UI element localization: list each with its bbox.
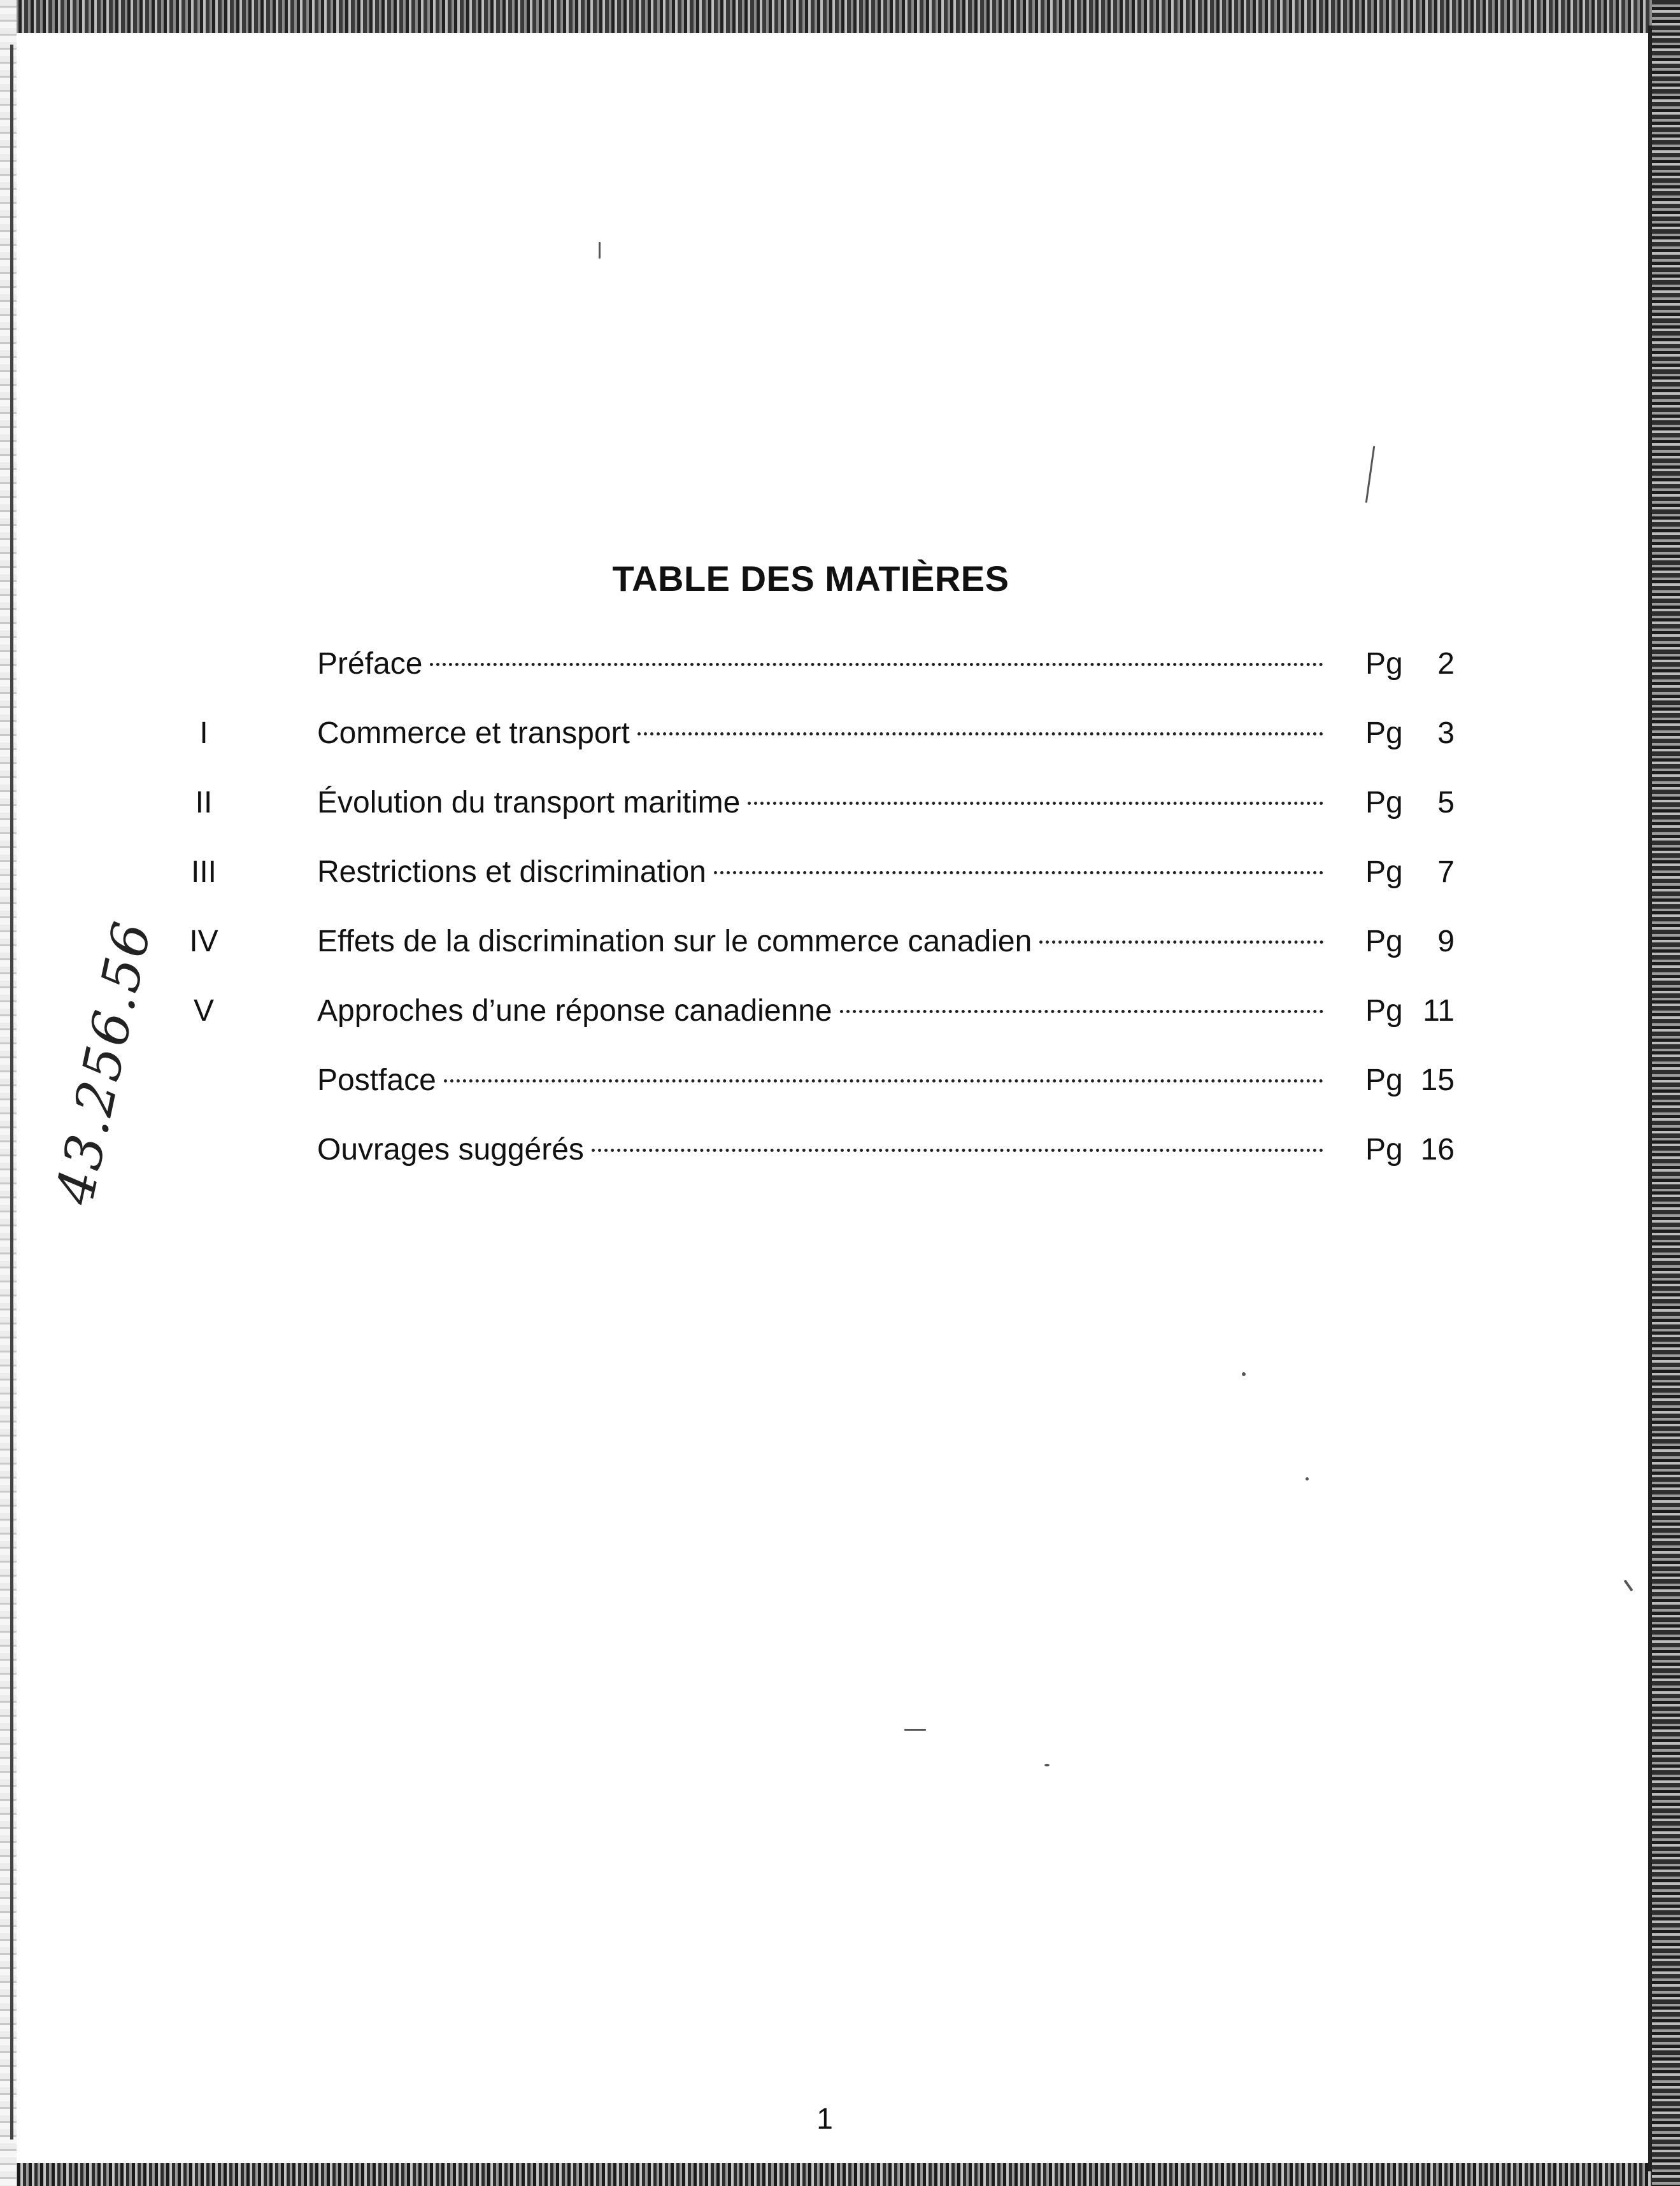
toc-entry-page-number: 2 xyxy=(1437,647,1455,681)
toc-entry-page xyxy=(1365,1058,1455,1103)
toc-entry-label: Approches d’une réponse canadienne xyxy=(317,994,832,1028)
toc-entry-label: Effets de la discrimination sur le commerce canadien xyxy=(317,925,1032,958)
toc-entry-page xyxy=(1365,989,1455,1033)
scan-speck xyxy=(904,1729,926,1731)
scan-speck xyxy=(599,242,601,259)
toc-entry-page-number: 16 xyxy=(1420,1133,1455,1167)
toc-entry-number: III xyxy=(190,855,217,889)
toc-entry-line xyxy=(317,1058,1330,1103)
toc-entry-pg: Pg xyxy=(1365,716,1403,750)
toc-entry-page-number: 9 xyxy=(1437,925,1455,958)
toc-entry-pg: Pg xyxy=(1365,994,1403,1028)
toc-entry xyxy=(0,1058,1680,1103)
toc-entry-number: V xyxy=(193,994,214,1028)
scan-edge-top xyxy=(0,0,1680,33)
toc-entry-pg: Pg xyxy=(1365,786,1403,820)
toc-entry xyxy=(0,642,1680,686)
toc-leader-dots xyxy=(637,732,1323,735)
scan-speck xyxy=(1365,446,1375,503)
toc-entry xyxy=(0,989,1680,1033)
toc-title: TABLE DES MATIÈRES xyxy=(612,558,1009,599)
toc-entry-page-number: 11 xyxy=(1423,994,1455,1028)
toc-leader-dots xyxy=(748,802,1323,805)
toc-entry-line xyxy=(317,642,1330,686)
toc-entry-label: Postface xyxy=(317,1063,436,1097)
toc-entry-pg: Pg xyxy=(1365,1133,1403,1167)
toc-leader-dots xyxy=(592,1149,1323,1152)
toc-entry-line xyxy=(317,781,1330,825)
toc-entry-label: Ouvrages suggérés xyxy=(317,1133,584,1167)
toc-entry-pg: Pg xyxy=(1365,647,1403,681)
toc-entry-line xyxy=(317,850,1330,895)
toc-entry-page-number: 15 xyxy=(1420,1063,1455,1097)
toc-leader-dots xyxy=(444,1079,1323,1082)
handwritten-note: 43.256.56 xyxy=(45,914,164,1210)
scan-speck xyxy=(1242,1372,1246,1376)
toc-entry-label: Commerce et transport xyxy=(317,716,630,750)
scan-edge-bottom xyxy=(0,2163,1680,2186)
toc-entry-number: IV xyxy=(189,925,218,958)
toc-entry-pg: Pg xyxy=(1365,855,1403,889)
toc-entry xyxy=(0,850,1680,895)
toc-entry-line xyxy=(317,1128,1330,1172)
toc-entry-page xyxy=(1365,642,1455,686)
scan-speck xyxy=(1044,1764,1050,1766)
toc-entry-number: I xyxy=(199,716,208,750)
toc-entry-page xyxy=(1365,781,1455,825)
toc-entry-number: II xyxy=(195,786,213,820)
scan-speck xyxy=(1624,1580,1634,1592)
toc-entry xyxy=(0,1128,1680,1172)
page-number: 1 xyxy=(816,2102,833,2135)
toc-entry-label: Préface xyxy=(317,647,423,681)
toc-entry-page xyxy=(1365,1128,1455,1172)
toc-entry-label: Restrictions et discrimination xyxy=(317,855,706,889)
toc-entry-line xyxy=(317,989,1330,1033)
toc-entry-page-number: 5 xyxy=(1437,786,1455,820)
toc-entry-page-number: 3 xyxy=(1437,716,1455,750)
toc-entry-label: Évolution du transport maritime xyxy=(317,786,741,820)
toc-entry-pg: Pg xyxy=(1365,1063,1403,1097)
toc-entry xyxy=(0,781,1680,825)
toc-entry-page xyxy=(1365,919,1455,964)
toc-entry xyxy=(0,919,1680,964)
scan-speck xyxy=(1306,1477,1309,1480)
toc-entry-page xyxy=(1365,711,1455,756)
toc-entry-line xyxy=(317,711,1330,756)
toc-leader-dots xyxy=(840,1010,1323,1013)
toc-entry-page-number: 7 xyxy=(1437,855,1455,889)
toc-leader-dots xyxy=(1039,940,1323,944)
toc-entry-page xyxy=(1365,850,1455,895)
toc-entry-line xyxy=(317,919,1330,964)
toc-leader-dots xyxy=(714,871,1323,874)
toc-leader-dots xyxy=(430,663,1323,666)
toc-entry xyxy=(0,711,1680,756)
toc-entry-pg: Pg xyxy=(1365,925,1403,958)
